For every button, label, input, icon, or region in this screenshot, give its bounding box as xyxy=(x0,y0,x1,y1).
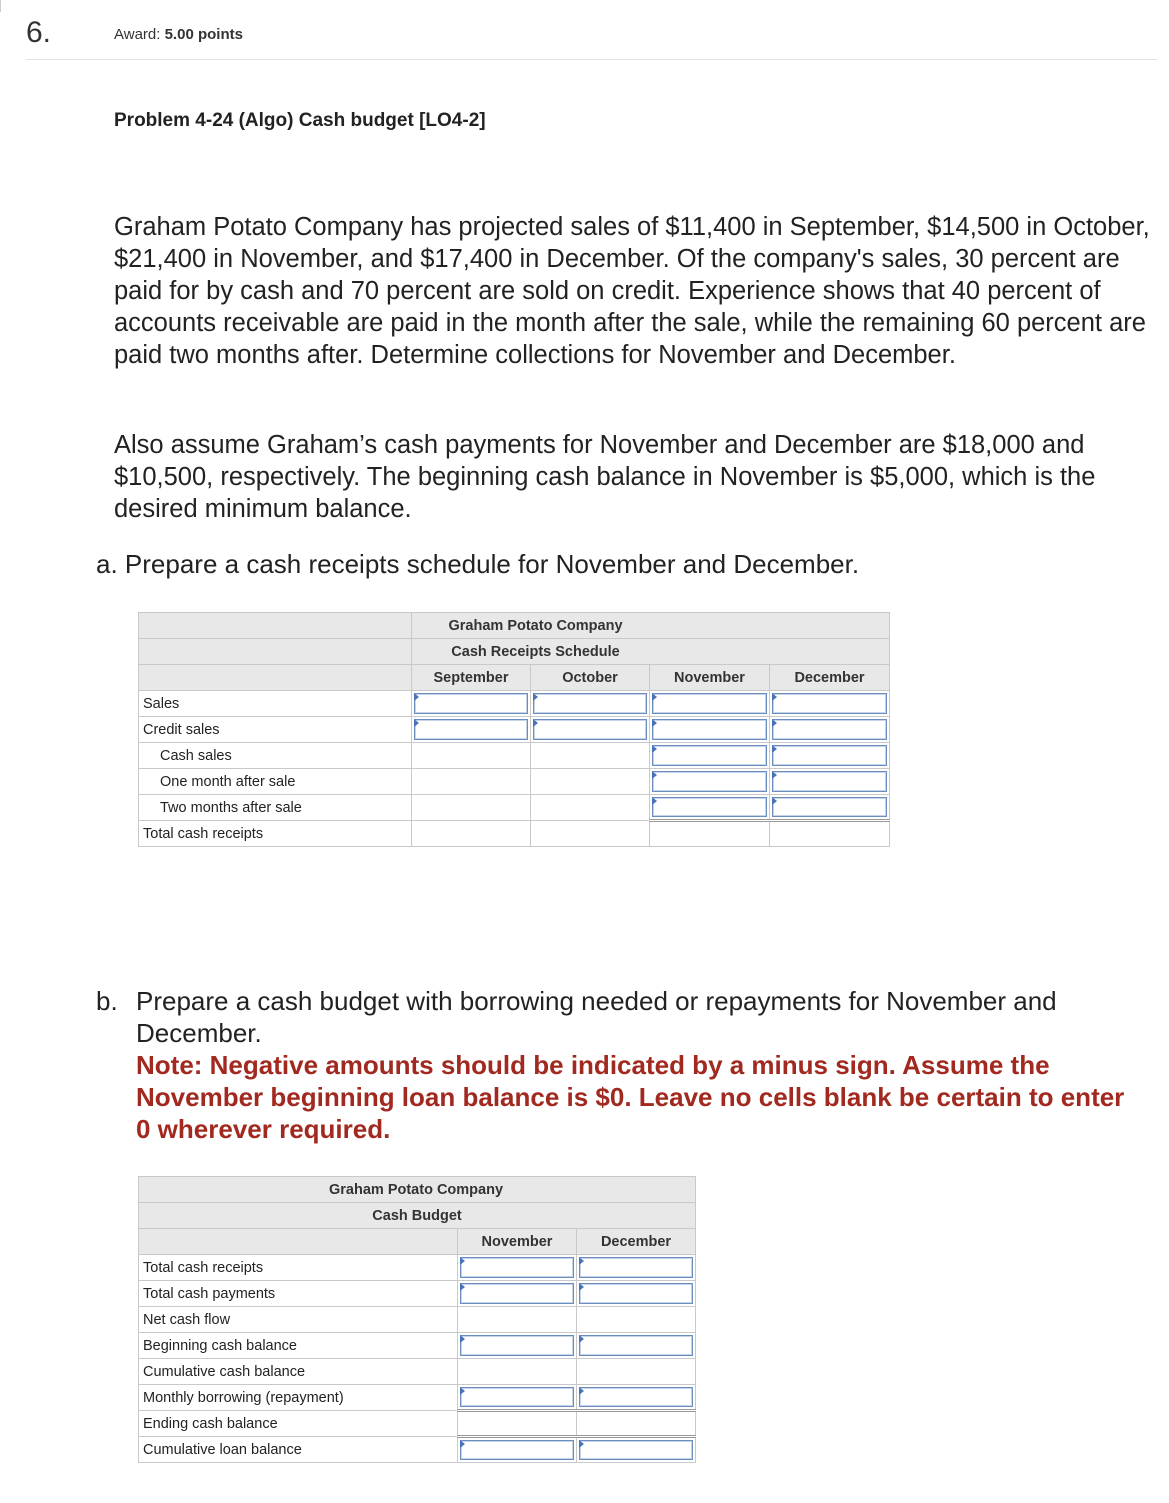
col-september: September xyxy=(412,665,531,691)
credit-sales-september-input[interactable] xyxy=(412,717,531,743)
table-row xyxy=(139,795,890,821)
table-row xyxy=(139,1307,696,1333)
sales-october-input[interactable] xyxy=(531,691,650,717)
row-label: Cumulative cash balance xyxy=(139,1359,458,1385)
row-label: Net cash flow xyxy=(139,1307,458,1333)
row-label: Cash sales xyxy=(139,743,412,769)
cash-receipts-schedule xyxy=(138,612,890,847)
one-month-november-input[interactable] xyxy=(650,769,770,795)
table-row xyxy=(139,769,890,795)
borrowing-november-input[interactable] xyxy=(458,1385,577,1411)
row-label: Ending cash balance xyxy=(139,1411,458,1437)
part-a-text: Prepare a cash receipts schedule for November and December. xyxy=(124,549,860,579)
borrowing-december-input[interactable] xyxy=(577,1385,696,1411)
problem-title: Problem 4-24 (Algo) Cash budget [LO4-2] xyxy=(114,110,486,131)
row-label: Sales xyxy=(139,691,412,717)
award-points xyxy=(114,26,243,43)
page-edge xyxy=(0,0,1,12)
table-row xyxy=(139,743,890,769)
part-b-text: Prepare a cash budget with borrowing needed or repayments for November and December. xyxy=(136,986,1057,1048)
table-row xyxy=(139,1437,696,1463)
row-label: Total cash receipts xyxy=(139,821,412,847)
total-receipts-november xyxy=(650,821,770,847)
schedule-company-row xyxy=(139,613,890,639)
beginning-cash-december-input[interactable] xyxy=(577,1333,696,1359)
credit-sales-october-input[interactable] xyxy=(531,717,650,743)
col-november: November xyxy=(650,665,770,691)
sales-december-input[interactable] xyxy=(770,691,890,717)
schedule-company: Graham Potato Company xyxy=(448,617,623,634)
row-label: Cumulative loan balance xyxy=(139,1437,458,1463)
budget-payments-december-input[interactable] xyxy=(577,1281,696,1307)
budget-columns-row xyxy=(139,1229,696,1255)
table-row xyxy=(139,1281,696,1307)
award-value: 5.00 points xyxy=(164,26,243,43)
loan-balance-november-input[interactable] xyxy=(458,1437,577,1463)
cash-budget xyxy=(138,1176,696,1463)
row-label: Total cash payments xyxy=(139,1281,458,1307)
sales-september-input[interactable] xyxy=(412,691,531,717)
cumulative-cash-november xyxy=(458,1359,577,1385)
problem-paragraph-1: Graham Potato Company has projected sales of $11,400 in September, $14,500 in October, $21,400 in November, and $17,400 in December. Of the company's sales, 30 percent are paid for by cash and 70 percent are sold on credit. Experience shows that 40 percent of accounts receivable are paid in the month after the sale, while the remaining 60 percent are paid two months after. Determine collections for November and December. xyxy=(114,213,1150,369)
ending-cash-november xyxy=(458,1411,577,1437)
table-row xyxy=(139,821,890,847)
budget-title: Cash Budget xyxy=(372,1207,462,1224)
col-october: October xyxy=(531,665,650,691)
row-label: Credit sales xyxy=(139,717,412,743)
part-a-label: a. xyxy=(96,549,118,579)
budget-company-row xyxy=(139,1177,696,1203)
table-row xyxy=(139,1385,696,1411)
two-months-december-input[interactable] xyxy=(770,795,890,821)
beginning-cash-november-input[interactable] xyxy=(458,1333,577,1359)
budget-company: Graham Potato Company xyxy=(328,1181,504,1198)
two-months-november-input[interactable] xyxy=(650,795,770,821)
col-december: December xyxy=(770,665,890,691)
table-row xyxy=(139,1333,696,1359)
budget-payments-november-input[interactable] xyxy=(458,1281,577,1307)
problem-paragraph-2: Also assume Graham’s cash payments for November and December are $18,000 and $10,500, respectively. The beginning cash balance in November is $5,000, which is the desired minimum balance. xyxy=(114,431,1096,523)
schedule-title: Cash Receipts Schedule xyxy=(451,643,620,660)
table-row xyxy=(139,1359,696,1385)
credit-sales-december-input[interactable] xyxy=(770,717,890,743)
table-row xyxy=(139,691,890,717)
part-a-prompt xyxy=(96,549,859,580)
row-label: Total cash receipts xyxy=(139,1255,458,1281)
part-b-prompt xyxy=(96,985,1136,1144)
row-label: One month after sale xyxy=(139,769,412,795)
award-label: Award: xyxy=(114,26,161,43)
one-month-december-input[interactable] xyxy=(770,769,890,795)
cash-sales-december-input[interactable] xyxy=(770,743,890,769)
cumulative-cash-december xyxy=(577,1359,696,1385)
schedule-columns-row xyxy=(139,665,890,691)
ending-cash-december xyxy=(577,1411,696,1437)
total-receipts-december xyxy=(770,821,890,847)
row-label: Monthly borrowing (repayment) xyxy=(139,1385,458,1411)
budget-receipts-november-input[interactable] xyxy=(458,1255,577,1281)
col-november: November xyxy=(458,1229,577,1255)
loan-balance-december-input[interactable] xyxy=(577,1437,696,1463)
row-label: Two months after sale xyxy=(139,795,412,821)
table-row xyxy=(139,717,890,743)
budget-title-row xyxy=(139,1203,696,1229)
table-row xyxy=(139,1411,696,1437)
question-number: 6. xyxy=(26,16,52,49)
credit-sales-november-input[interactable] xyxy=(650,717,770,743)
table-row xyxy=(139,1255,696,1281)
part-b-note: Note: Negative amounts should be indicated by a minus sign. Assume the November beginning loan balance is $0. Leave no cells blank be certain to enter 0 wherever required. xyxy=(136,1050,1125,1144)
sales-november-input[interactable] xyxy=(650,691,770,717)
header-divider xyxy=(26,59,1157,60)
col-december: December xyxy=(577,1229,696,1255)
cash-sales-november-input[interactable] xyxy=(650,743,770,769)
schedule-title-row xyxy=(139,639,890,665)
budget-receipts-december-input[interactable] xyxy=(577,1255,696,1281)
part-b-label: b. xyxy=(96,986,118,1016)
row-label: Beginning cash balance xyxy=(139,1333,458,1359)
net-cash-flow-november xyxy=(458,1307,577,1333)
net-cash-flow-december xyxy=(577,1307,696,1333)
